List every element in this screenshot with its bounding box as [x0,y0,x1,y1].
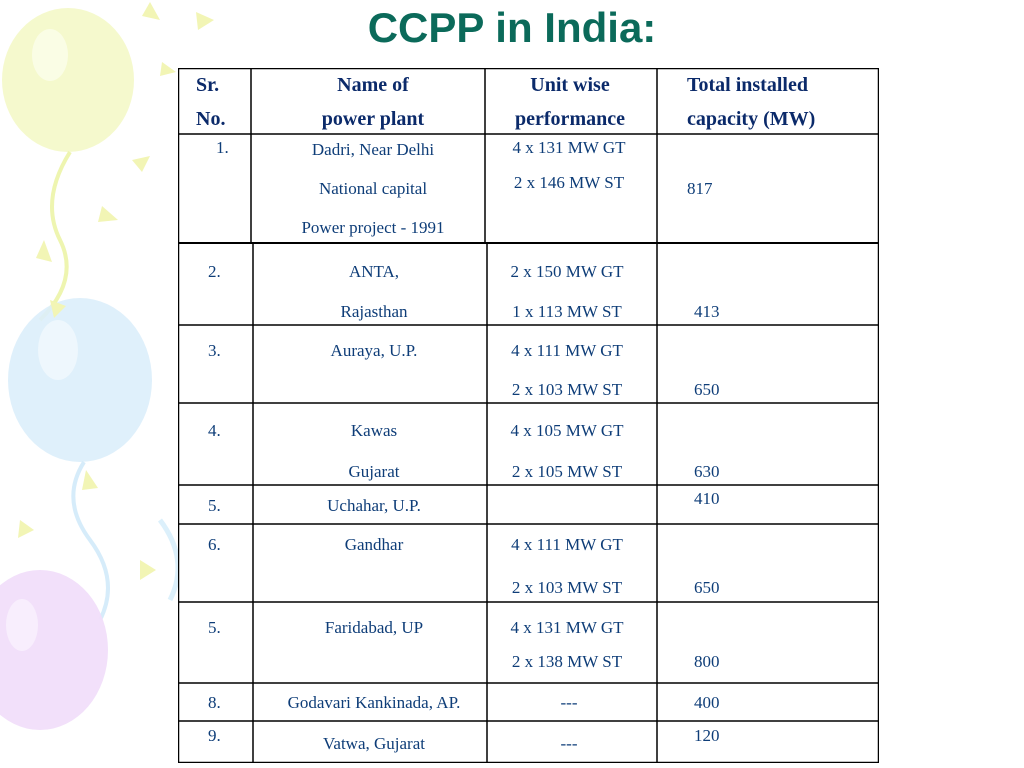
table-row-9-capacity: 120 [694,726,720,745]
table-row-2-capacity: 413 [694,302,720,321]
table-row-6-sr: 6. [208,535,221,554]
table-row-6-capacity: 650 [694,578,720,597]
table-row-7-sr: 5. [208,618,221,637]
table-row-6-unit: 2 x 103 MW ST [511,578,623,597]
table-row-2-name: Rajasthan [340,302,408,321]
table-row-2-sr: 2. [208,262,221,281]
purple-balloon-icon [0,570,108,730]
table-row-5-sr: 5. [208,496,221,515]
table-row-1-capacity: 817 [687,179,713,198]
table-row-4-sr: 4. [208,421,221,440]
table-row-1-unit: 2 x 146 MW ST [513,173,625,192]
table-row-7-unit: 2 x 138 MW ST [511,652,623,671]
table-row-1-name: National capital [318,179,428,198]
streamer-icon [160,520,178,600]
header-unit: Unit wise performance [515,74,625,130]
table-row-2-unit: 1 x 113 MW ST [512,302,622,321]
table-row-3-capacity: 650 [694,380,720,399]
header-name: Name of power plant [321,74,425,130]
table-row-9-name: Vatwa, Gujarat [323,734,425,753]
table-row-8-sr: 8. [208,693,221,712]
table-row-3-sr: 3. [208,341,221,360]
table-row-8-capacity: 400 [694,693,720,712]
table-row-4-unit: 2 x 105 MW ST [511,462,623,481]
slide-title: CCPP in India: [367,4,657,51]
table-row-3-unit: 2 x 103 MW ST [511,380,623,399]
table-row-2-unit: 2 x 150 MW GT [510,262,624,281]
table-row-3-unit: 4 x 111 MW GT [511,341,623,360]
yellow-balloon-icon [2,8,134,320]
table-row-8-unit: --- [560,693,578,712]
table-row-8-name: Godavari Kankinada, AP. [287,693,461,712]
table-row-4-unit: 4 x 105 MW GT [510,421,624,440]
table-row-1-name: Dadri, Near Delhi [311,140,435,159]
table-row-1-name: Power project - 1991 [301,218,445,237]
table-row-6-name: Gandhar [344,535,404,554]
table-row-1-unit: 4 x 131 MW GT [512,138,626,157]
table-row-4-name: Kawas [350,421,398,440]
table-row-5-name: Uchahar, U.P. [327,496,421,515]
ccpp-table [178,68,879,763]
table-row-4-name: Gujarat [348,462,400,481]
table-row-9-unit: --- [560,734,578,753]
table-row-4-capacity: 630 [694,462,720,481]
table-row-9-sr: 9. [208,726,221,745]
header-sr: Sr. No. [196,74,226,130]
table-row-7-unit: 4 x 131 MW GT [510,618,624,637]
table-row-6-unit: 4 x 111 MW GT [511,535,623,554]
table-row-3-name: Auraya, U.P. [330,341,418,360]
table-row-7-capacity: 800 [694,652,720,671]
table-row-7-name: Faridabad, UP [324,618,424,637]
table-row-1-sr: 1. [216,138,229,157]
table-row-2-name: ANTA, [348,262,400,281]
header-capacity: Total installed capacity (MW) [687,74,816,130]
table-row-5-capacity: 410 [694,489,720,508]
